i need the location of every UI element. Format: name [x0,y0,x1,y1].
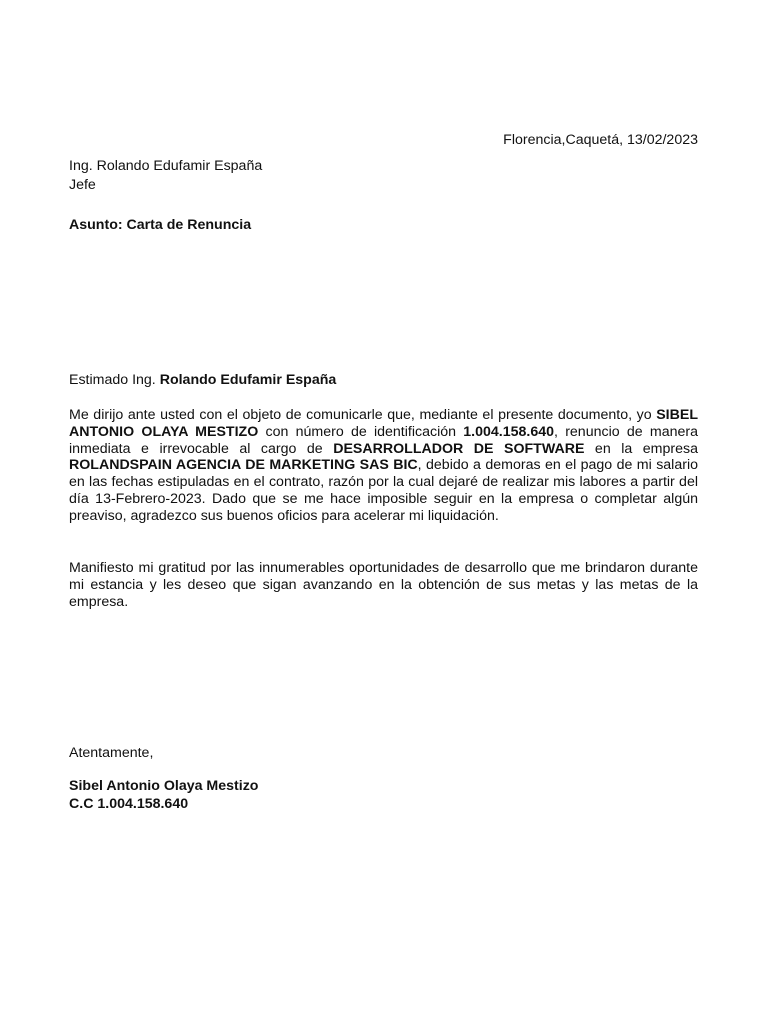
job-title: DESARROLLADOR DE SOFTWARE [333,440,585,457]
para1-text-1: Me dirijo ante usted con el objeto de comunicarle que, mediante el presente documento, yo [69,407,657,423]
recipient-title: Jefe [69,177,96,193]
date-line: Florencia,Caquetá, 13/02/2023 [503,132,698,148]
recipient-block [69,157,262,195]
para1-text-3: , renuncio de manera inmediata e irrevocable al cargo de [69,423,698,457]
employee-id: 1.004.158.640 [463,423,554,440]
greeting-name: Rolando Edufamir España [159,372,337,388]
company-name: ROLANDSPAIN AGENCIA DE MARKETING SAS BIC [69,457,418,474]
signature-id: C.C 1.004.158.640 [69,796,189,812]
para1-text-2: con número de identificación [258,423,464,440]
para1-text-4: en la empresa [584,440,698,457]
signature-block [69,777,258,813]
body-paragraph-1 [69,407,698,525]
subject-line: Asunto: Carta de Renuncia [69,217,252,233]
para1-text-5: , debido a demoras en el pago de mi salario en las fechas estipuladas en el contrato, razón por la cual dejaré de realizar mis labores a partir del día 13-Febrero-2023. Dado que se me hace imposible seguir en la empresa o completar algún preaviso, agradezco sus buenos oficios para acelerar mi liquidación. [69,457,698,524]
greeting-prefix: Estimado Ing. [69,372,160,388]
body-paragraph-2: Manifiesto mi gratitud por las innumerables oportunidades de desarrollo que me brindaron durante mi estancia y les deseo que sigan avanzando en la obtención de sus metas y las metas de la empresa. [69,560,698,610]
signature-name: Sibel Antonio Olaya Mestizo [69,778,259,794]
recipient-name: Ing. Rolando Edufamir España [69,158,263,174]
closing-line: Atentamente, [69,745,154,761]
greeting [69,370,336,390]
employee-name: SIBEL ANTONIO OLAYA MESTIZO [69,407,698,440]
